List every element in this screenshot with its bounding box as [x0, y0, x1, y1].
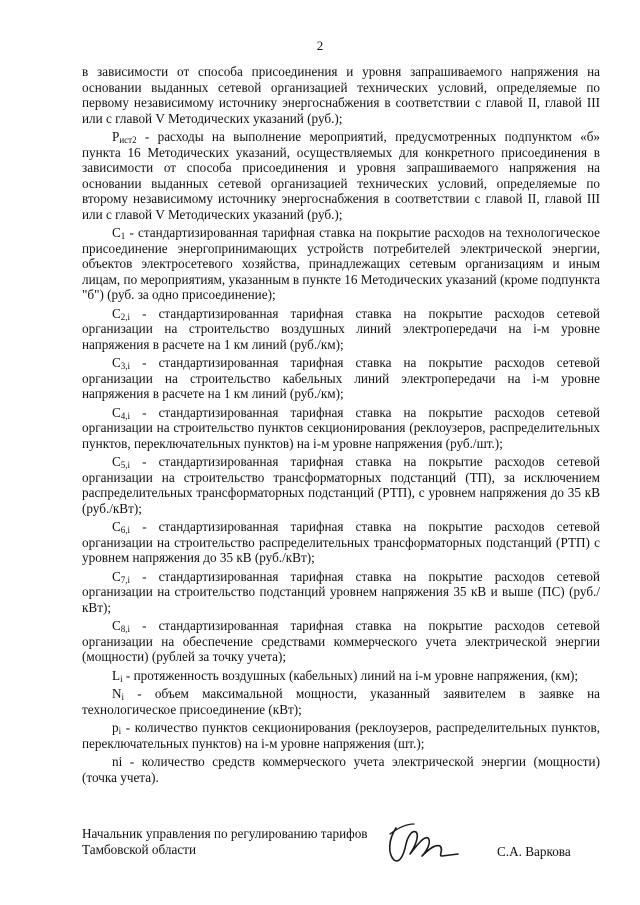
paragraph-text: - протяженность воздушных (кабельных) линий на i-м уровне напряжения, (км);	[122, 667, 579, 683]
paragraph	[82, 569, 600, 616]
term-symbol: C	[112, 404, 121, 420]
paragraph-text: - объем максимальной мощности, указанный заявителем в заявке на технологическое присоединение (кВт);	[82, 686, 600, 717]
paragraph	[82, 129, 600, 222]
signer-position: Начальник управления по регулированию тарифов Тамбовской области	[82, 826, 368, 857]
term-symbol: C	[112, 225, 121, 240]
paragraph-text: - стандартизированная тарифная ставка на покрытие расходов на технологическое присоединение энергопринимающих устройств потребителей электрической энергии, объектов электросетевого хозяйства, принадлежащих сетевым организациям и иным лицам, по мероприятиям, указанным в пункте 16 Методических указаний (кроме подпункта "б") (руб. за одно присоединение);	[82, 225, 600, 302]
term-subscript: 2,i	[120, 311, 131, 322]
term-symbol: C	[112, 519, 121, 534]
term-subscript: ист2	[119, 135, 137, 145]
term-subscript: i	[120, 673, 123, 684]
signer-name: С.А. Варкова	[497, 844, 571, 859]
paragraph-text: - расходы на выполнение мероприятий, предусмотренных подпунктом «б» пункта 16 Методических указаний, осуществляемых для конкретного присоединения в зависимости от способа присоединения и уровня запрашиваемого напряжения на основании выданных сетевой организацией технических условий, определяемые по второму независимому источнику энергоснабжения в соответствии с главой II, главой III или с главой V Методических указаний (руб.);	[82, 129, 600, 222]
paragraph	[82, 306, 600, 353]
paragraph-text: - стандартизированная тарифная ставка на покрытие расходов сетевой организации на строительство пунктов секционирования (реклоузеров, распределительных пунктов, переключательных пунктов) на i-м уровне напряжения (руб./шт.);	[82, 404, 600, 451]
term-subscript: 8,i	[120, 624, 131, 634]
term-symbol: L	[112, 667, 121, 683]
term-subscript: 1	[120, 231, 126, 241]
document-body	[82, 64, 600, 788]
handwritten-signature	[382, 814, 462, 874]
term-subscript: 6,i	[120, 525, 131, 535]
paragraph	[82, 618, 600, 665]
term-symbol: N	[112, 686, 122, 701]
paragraph-text: - стандартизированная тарифная ставка на покрытие расходов сетевой организации на обеспечение средствами коммерческого учета электрической энергии (мощности) (рублей за точку учета);	[82, 618, 600, 664]
paragraph	[82, 225, 600, 303]
term-symbol: ni	[112, 754, 123, 769]
term-symbol: C	[112, 568, 121, 584]
paragraph	[82, 720, 600, 751]
paragraph-text: - стандартизированная тарифная ставка на покрытие расходов сетевой организации на строительство воздушных линий электропередачи на i-м уровне напряжения в расчете на 1 км линий (руб./км);	[82, 305, 600, 352]
signature-block	[82, 826, 600, 876]
term-symbol: C	[112, 454, 121, 469]
paragraph	[82, 454, 600, 516]
paragraph	[82, 519, 600, 566]
paragraph	[82, 686, 600, 717]
paragraph-text: - стандартизированная тарифная ставка на покрытие расходов сетевой организации на строительство трансформаторных подстанций (ТП), за исключением распределительных трансформаторных подстанций (РТП), с уровнем напряжения до 35 кВ (руб./кВт);	[82, 454, 600, 516]
page-number: 2	[316, 38, 324, 53]
term-symbol: C	[112, 355, 121, 370]
paragraph	[82, 355, 600, 402]
paragraph-text: в зависимости от способа присоединения и уровня запрашиваемого напряжения на основании выданных сетевой организацией технических условий, определяемые по первому независимому источнику энергоснабжения в соответствии с главой II, главой III или с главой V Методических указаний (руб.);	[82, 64, 600, 126]
paragraph-text: - количество средств коммерческого учета электрической энергии (мощности) (точка учета).	[82, 754, 600, 785]
paragraph-text: - количество пунктов секционирования (реклоузеров, распределительных пунктов, переключательных пунктов) на i-м уровне напряжения (шт.);	[82, 720, 600, 751]
term-subscript: i	[121, 692, 125, 702]
paragraph	[82, 754, 600, 785]
paragraph-text: - стандартизированная тарифная ставка на покрытие расходов сетевой организации на строительство распределительных трансформаторных подстанций (РТП) с уровнем напряжения до 35 кВ (руб./кВт);	[82, 519, 600, 565]
paragraph	[82, 405, 600, 452]
term-subscript: i	[118, 726, 122, 736]
paragraph-text: - стандартизированная тарифная ставка на покрытие расходов сетевой организации на строительство кабельных линий электропередачи на i-м уровне напряжения в расчете на 1 км линий (руб./км);	[82, 355, 600, 401]
term-subscript: 7,i	[120, 574, 131, 585]
term-subscript: 3,i	[120, 361, 131, 371]
term-symbol: C	[112, 305, 121, 321]
paragraph	[82, 668, 600, 684]
term-symbol: p	[112, 720, 119, 735]
paragraph	[82, 64, 600, 126]
term-symbol: C	[112, 618, 121, 633]
paragraph-text: - стандартизированная тарифная ставка на покрытие расходов сетевой организации на строительство подстанций уровнем напряжения 35 кВ и выше (ПС) (руб./кВт);	[82, 568, 600, 615]
term-subscript: 4,i	[120, 410, 131, 421]
term-subscript: 5,i	[120, 460, 131, 470]
term-symbol: P	[112, 129, 120, 144]
